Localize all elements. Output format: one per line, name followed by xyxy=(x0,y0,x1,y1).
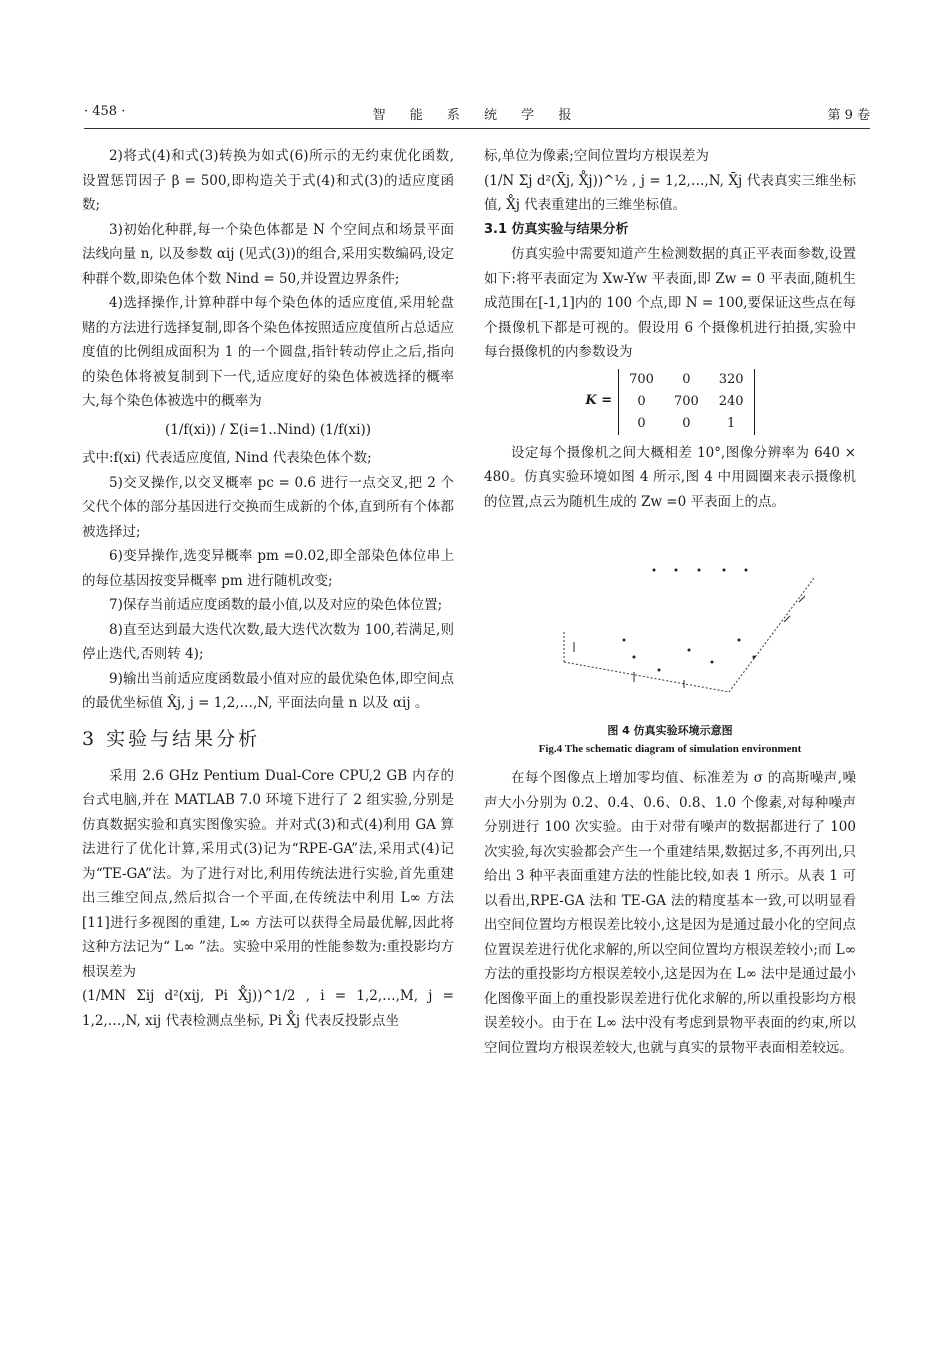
running-header xyxy=(84,104,870,124)
figure-caption-cn: 图 4 仿真实验环境示意图 xyxy=(607,724,733,737)
matrix-cell: 0 xyxy=(682,415,691,431)
position-error-paragraph: (1/N Σj d²(X̄j, X̊j))^½ , j = 1,2,…,N, X̄j 代表真实三维坐标值, X̊j 代表重建出的三维坐标值。 xyxy=(484,172,856,213)
step-6-paragraph: 6)变异操作,选变异概率 pm =0.02,即全部染色体位串上的每位基因按变异概率 pm 进行随机改变; xyxy=(82,548,454,589)
intrinsic-matrix xyxy=(484,369,856,435)
camera-setup-paragraph: 设定每个摄像机之间大概相差 10°,图像分辨率为 640 × 480。仿真实验环境如图 4 所示,图 4 中用圆圈来表示摄像机的位置,点云为随机生成的 Zw =0 平表面上的点。 xyxy=(484,444,856,510)
volume-label: 第 9 卷 xyxy=(827,108,870,123)
unit-paragraph: 标,单位为像素;空间位置均方根误差为 xyxy=(484,148,709,164)
matrix-cell: 0 xyxy=(637,393,646,409)
subsection-3-1-heading: 3.1 仿真实验与结果分析 xyxy=(484,221,629,237)
step-2-paragraph: 2)将式(4)和式(3)转换为如式(6)所示的无约束优化函数,设置惩罚因子 β = 500,即构造关于式(4)和式(3)的适应度函数; xyxy=(82,148,454,213)
page-number: · 458 · xyxy=(84,104,126,119)
step-3-paragraph: 3)初始化种群,每一个染色体都是 N 个空间点和场景平面法线向量 n, 以及参数 αij (见式(3))的组合,采用实数编码,设定种群个数,即染色体个数 Nind = 50,并设置边界条件; xyxy=(82,221,454,287)
simulation-setup-paragraph: 仿真实验中需要知道产生检测数据的真正平表面参数,设置如下:将平表面定为 Xw-Yw 平表面,即 Zw = 0 平表面,随机生成范围在[-1,1]内的 100 个点,即 N = 100,要保证这些点在每个摄像机下都是可视的。假设用 6 个摄像机进行拍摄,实验中每台摄像机的内参数设为 xyxy=(484,246,856,360)
selection-probability-formula: (1/f(xi)) / Σ(i=1..Nind) (1/f(xi)) xyxy=(164,421,372,438)
matrix-cell: 0 xyxy=(637,415,646,431)
noise-experiment-paragraph: 在每个图像点上增加零均值、标准差为 σ 的高斯噪声,噪声大小分别为 0.2、0.4、0.6、0.8、1.0 个像素,对每种噪声分别进行 100 次实验。由于对带有噪声的数据都进行了 100 次实验,每次实验都会产生一个重建结果,数据过多,不再列出,只给出 3 种平表面重建方法的性能比较,如表 1 所示。从表 1 可以看出,RPE-GA 法和 TE-GA 法的精度基本一致,可以明显看出空间位置均方根误差比较小,这是因为是通过最小化的空间点位置误差进行优化求解的,所以空间位置均方根误差较小;而 L∞ 方法的重投影均方根误差较小,这是因为在 L∞ 法中是通过最小化图像平面上的重投影误差进行优化求解的,所以重投影均方根误差较小。由于在 L∞ 法中没有考虑到景物平表面的约束,所以空间位置均方根误差较大,也就与真实的景物平表面相差较远。 xyxy=(484,770,856,1056)
journal-title: 智 能 系 统 学 报 xyxy=(372,108,582,123)
matrix-cell: 320 xyxy=(718,371,744,387)
simulation-environment-figure xyxy=(484,522,856,722)
step-7-paragraph: 7)保存当前适应度函数的最小值,以及对应的染色体位置; xyxy=(109,597,443,613)
figure-caption-en: Fig.4 The schematic diagram of simulation environment xyxy=(538,743,802,755)
left-column xyxy=(82,144,454,1033)
header-rule xyxy=(84,128,870,129)
matrix-cell: 240 xyxy=(718,393,744,409)
matrix-cell: 700 xyxy=(673,393,699,409)
step-4-paragraph: 4)选择操作,计算种群中每个染色体的适应度值,采用轮盘赌的方法进行选择复制,即各个染色体按照适应度值所占总适应度值的比例组成面积为 1 的一个圆盘,指针转动停止之后,指向的染色体将被复制到下一代,适应度好的染色体被选择的概率大,每个染色体被选中的概率为 xyxy=(82,295,454,409)
step-8-paragraph: 8)直至达到最大迭代次数,最大迭代次数为 100,若满足,则停止迭代,否则转 4); xyxy=(82,621,454,662)
simulation-environment-plot xyxy=(484,522,856,722)
section-3-heading: 3 实验与结果分析 xyxy=(82,727,261,750)
experiment-setup-paragraph: 采用 2.6 GHz Pentium Dual-Core CPU,2 GB 内存的台式电脑,并在 MATLAB 7.0 环境下进行了 2 组实验,分别是仿真数据实验和真实图像实验。并对式(3)和式(4)利用 GA 算法进行了优化计算,采用式(3)记为“RPE-GA”法,采用式(4)记为“TE-GA”法。为了进行对比,利用传统法进行实验,首先重建出三维空间点,然后拟合一个平面,在传统法中利用 L∞ 方法[11]进行多视图的重建, L∞ 方法可以获得全局最优解,因此将这种方法记为“ L∞ ”法。实验中采用的性能参数为:重投影均方根误差为 xyxy=(82,767,454,980)
matrix-cell: 0 xyxy=(682,371,691,387)
step-5-paragraph: 5)交叉操作,以交叉概率 pc = 0.6 进行一点交叉,把 2 个父代个体的部分基因进行交换而生成新的个体,直到所有个体都被选择过; xyxy=(82,474,454,540)
reprojection-error-paragraph: (1/MN Σij d²(xij, Pi X̊j))^1/2 , i = 1,2,…,M, j = 1,2,…,N, xij 代表检测点坐标, Pi X̊j 代表反投影点坐 xyxy=(82,988,454,1029)
right-column xyxy=(484,144,856,1060)
matrix-table xyxy=(618,369,754,435)
step-9-paragraph: 9)输出当前适应度函数最小值对应的最优染色体,即空间点的最优坐标值 X̂j, j = 1,2,…,N, 平面法向量 n 以及 αij 。 xyxy=(82,670,454,711)
matrix-cell: 700 xyxy=(629,371,654,387)
matrix-label: K = xyxy=(585,393,613,409)
matrix-cell: 1 xyxy=(727,415,736,431)
formula-explanation: 式中:f(xi) 代表适应度值, Nind 代表染色体个数; xyxy=(82,450,372,466)
